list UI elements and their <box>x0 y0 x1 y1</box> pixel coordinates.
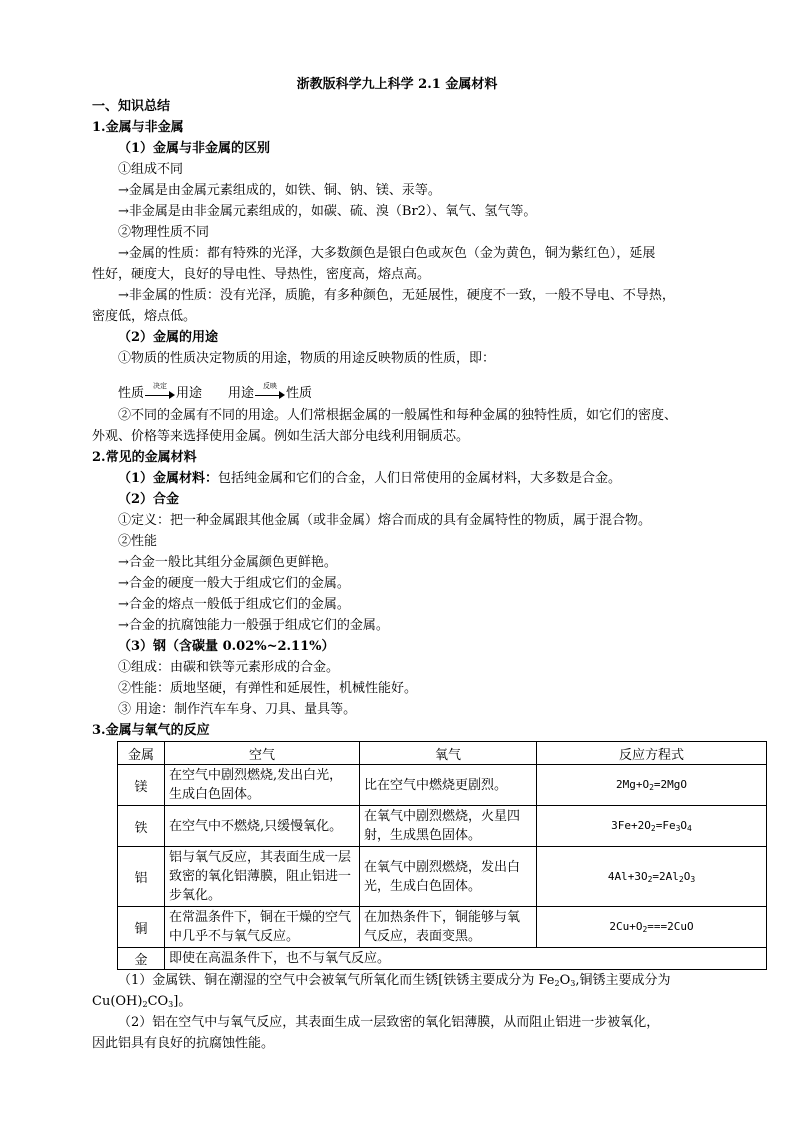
text-line: →合金的抗腐蚀能力一般强于组成它们的金属。 <box>118 618 389 633</box>
oxygen-cell: 在氧气中剧烈燃烧，发出白光，生成白色固体。 <box>360 847 537 907</box>
gold-note-cell: 即使在高温条件下，也不与氧气反应。 <box>165 948 767 970</box>
metal-cell: 金 <box>118 948 165 970</box>
equation-cell: $3Fe+2O_2=Fe_3O_4$ <box>537 806 767 847</box>
text-line: →合金的熔点一般低于组成它们的金属。 <box>118 597 350 612</box>
column-header: 氧气 <box>360 742 537 765</box>
column-header: 空气 <box>165 742 360 765</box>
arrow-label: 反映 <box>263 382 278 390</box>
text-line: 密度低，熔点低。 <box>92 309 197 324</box>
table-row <box>118 806 767 847</box>
arrow-label: 决定 <box>153 382 168 390</box>
column-header: 反应方程式 <box>537 742 767 765</box>
note-line: （1）金属铁、铜在潮湿的空气中会被氧气所氧化而生锈[铁锈主要成分为 $Fe_2O_3$,铜锈主要成分为 <box>118 973 671 988</box>
equation-cell: $4Al+3O_2=2Al_2O_3$ <box>537 847 767 907</box>
note-line: 因此铝具有良好的抗腐蚀性能。 <box>92 1036 275 1051</box>
text-line: →合金一般比其组分金属颜色更鲜艳。 <box>118 555 337 570</box>
text-line: ①组成不同 <box>118 162 184 177</box>
heading-metal-materials: 2.常见的金属材料 <box>92 450 197 465</box>
term-label: （1）金属材料： <box>118 471 219 486</box>
document-page <box>92 74 702 1054</box>
term-definition: 包括纯金属和它们的合金，人们日常使用的金属材料，大多数是合金。 <box>218 471 622 486</box>
text-line: →金属是由金属元素组成的，如铁、铜、钠、镁、汞等。 <box>118 183 441 198</box>
table-header-row <box>118 742 767 765</box>
text-line <box>92 468 702 489</box>
metal-cell: 铁 <box>118 806 165 847</box>
table-row <box>118 765 767 806</box>
flow-word: 性质 <box>286 386 313 401</box>
property-use-diagram <box>92 369 702 405</box>
text-line: ①组成：由碳和铁等元素形成的合金。 <box>118 660 340 675</box>
metal-cell: 铝 <box>118 847 165 907</box>
document-title: 浙教版科学九上科学 2.1 金属材料 <box>296 77 498 92</box>
oxygen-cell: 比在空气中燃烧更剧烈。 <box>360 765 537 806</box>
air-cell: 铝与氧气反应，其表面生成一层致密的氧化铝薄膜，阻止铝进一步氧化。 <box>165 847 360 907</box>
flow-word: 用途 <box>176 386 203 401</box>
text-line: ②性能 <box>118 534 158 549</box>
text-line: 外观、价格等来选择使用金属。例如生活大部分电线利用铜质芯。 <box>92 429 470 444</box>
section-heading: 一、知识总结 <box>92 99 171 114</box>
oxygen-cell: 在氧气中剧烈燃烧，火星四射，生成黑色固体。 <box>360 806 537 847</box>
subheading-uses: （2）金属的用途 <box>118 330 219 345</box>
subheading-alloy: （2）合金 <box>118 492 180 507</box>
metal-cell: 镁 <box>118 765 165 806</box>
text-line: ①物质的性质决定物质的用途，物质的用途反映物质的性质，即： <box>118 351 496 366</box>
text-line: ②不同的金属有不同的用途。人们常根据金属的一般属性和每种金属的独特性质，如它们的密度、 <box>118 408 678 423</box>
note-line: $Cu(OH)_2CO_3$]。 <box>92 994 192 1009</box>
text-line: →非金属的性质：没有光泽，质脆，有多种颜色，无延展性，硬度不一致，一般不导电、不导热， <box>118 288 675 303</box>
subheading-steel: （3）钢（含碳量 0.02%~2.11%） <box>118 639 335 654</box>
oxygen-cell: 在加热条件下，铜能够与氧气反应，表面变黑。 <box>360 907 537 948</box>
table-row <box>118 948 767 970</box>
arrow-right-icon <box>255 382 285 401</box>
flow-word: 用途 <box>228 386 255 401</box>
column-header: 金属 <box>118 742 165 765</box>
arrow-right-icon <box>145 382 175 401</box>
reaction-table <box>117 741 767 970</box>
table-row <box>118 907 767 948</box>
text-line: ②物理性质不同 <box>118 225 210 240</box>
text-line: ①定义：把一种金属跟其他金属（或非金属）熔合而成的具有金属特性的物质，属于混合物。 <box>118 513 652 528</box>
text-line: ③ 用途：制作汽车车身、刀具、量具等。 <box>118 702 357 717</box>
note-line: （2）铝在空气中与氧气反应，其表面生成一层致密的氧化铝薄膜，从而阻止铝进一步被氧化， <box>118 1015 660 1030</box>
equation-cell: $2Mg+O_2=2MgO$ <box>537 765 767 806</box>
table-row <box>118 847 767 907</box>
air-cell: 在空气中不燃烧,只缓慢氧化。 <box>165 806 360 847</box>
heading-metal-nonmetal: 1.金属与非金属 <box>92 120 184 135</box>
equation-cell: $2Cu+O_2===2CuO$ <box>537 907 767 948</box>
subheading-difference: （1）金属与非金属的区别 <box>118 141 271 156</box>
text-line: →非金属是由非金属元素组成的，如碳、硫、溴（Br2）、氧气、氢气等。 <box>118 204 537 219</box>
air-cell: 在常温条件下，铜在干燥的空气中几乎不与氧气反应。 <box>165 907 360 948</box>
heading-metal-oxygen: 3.金属与氧气的反应 <box>92 723 210 738</box>
flow-word: 性质 <box>118 386 145 401</box>
text-line: ②性能：质地坚硬，有弹性和延展性，机械性能好。 <box>118 681 418 696</box>
air-cell: 在空气中剧烈燃烧,发出白光，生成白色固体。 <box>165 765 360 806</box>
text-line: 性好，硬度大，良好的导电性、导热性，密度高，熔点高。 <box>92 267 431 282</box>
metal-cell: 铜 <box>118 907 165 948</box>
text-line: →金属的性质：都有特殊的光泽，大多数颜色是银白色或灰色（金为黄色，铜为紫红色），延展 <box>118 246 656 261</box>
text-line: →合金的硬度一般大于组成它们的金属。 <box>118 576 350 591</box>
